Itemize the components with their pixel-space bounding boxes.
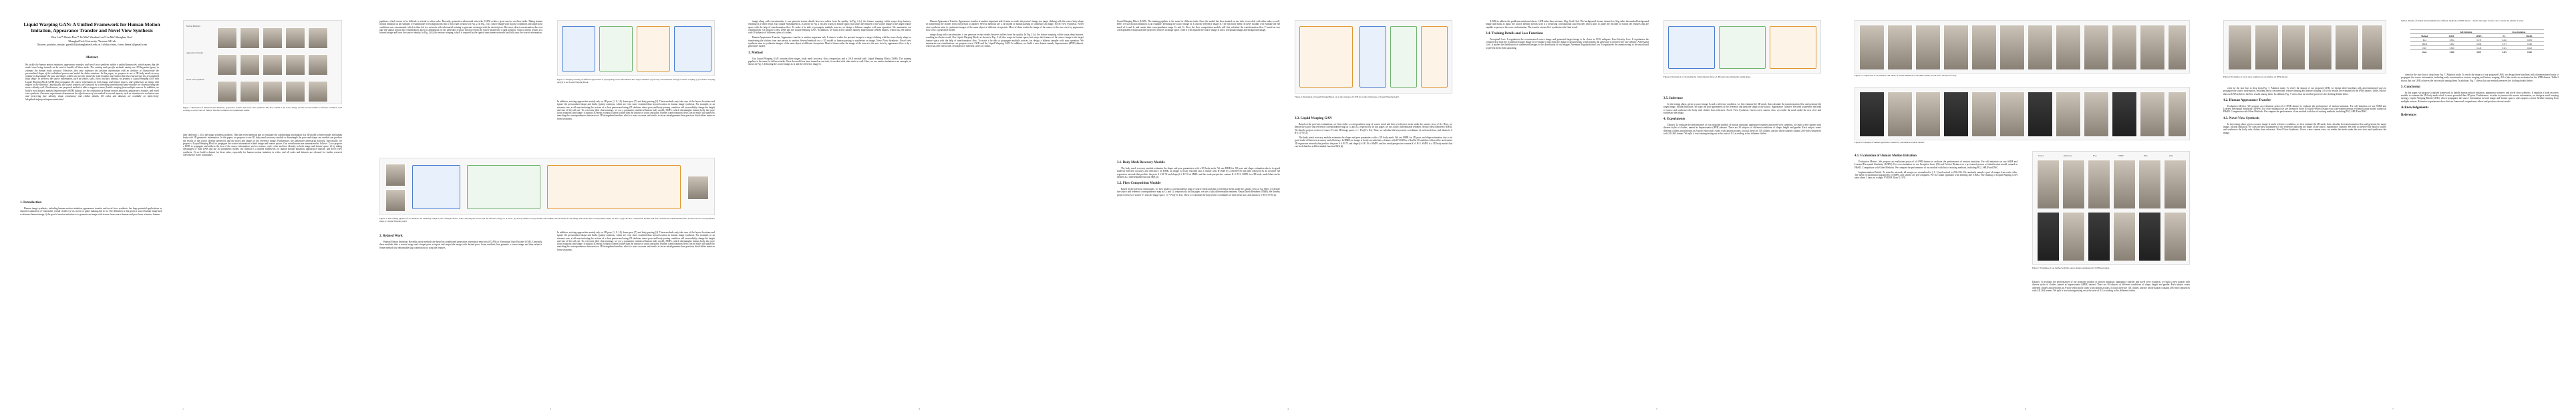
fig8-image (2028, 92, 2053, 137)
section-heading: 3. Method (748, 51, 763, 55)
fig5-image (2168, 25, 2187, 70)
fig8-image (2112, 92, 2137, 137)
table-cell: 0.135 (2465, 38, 2494, 42)
liquid-warping-gan-block (547, 165, 681, 209)
table-header: Method (2410, 34, 2439, 38)
fig8-image (2168, 92, 2187, 137)
page-4 (1104, 0, 1472, 417)
fig8-image (1999, 92, 2025, 137)
fig7-col-label: SHUP (2118, 154, 2124, 157)
fig1-row-label: Appearance Transfer (186, 51, 204, 54)
fig8-image (1887, 92, 1913, 137)
fig1-image (285, 27, 305, 49)
section-heading: 4.2. Human Appearance Transfer (2223, 98, 2271, 102)
fig1-image (263, 81, 283, 102)
table-cell: 0.566 (2515, 42, 2544, 46)
body-mesh-recovery-block (412, 165, 460, 209)
table-cell: 0.129 (2465, 46, 2494, 50)
table-cell: DSC (2410, 46, 2439, 50)
fig1-image (240, 27, 260, 49)
fig7-image (2113, 212, 2136, 261)
fig1-image (308, 81, 328, 102)
page-number: 5 (1656, 408, 1657, 410)
paragraph: (LWB) to address the problems mentioned above. LWB takes three streams: Gbg, Gsid, Gtsf. The background stream, denoted as Gbg, takes the masked background image and mask as input; the source identity stream Gsid is a denoising convolutional auto-encoder which aims to guide the encoder to extract the features that are capable to preserve the source information. The transfer stream Gtsf synthesizes the final result. (1486, 20, 1649, 29)
figure-2 (557, 20, 715, 76)
abstract-heading: Abstract (86, 56, 98, 59)
fig5-image (2056, 25, 2081, 70)
text-column (926, 20, 1084, 401)
paragraph: Based on the previous estimations, we first render a correspondence map of source mesh and that of reference mesh under the camera view of Ks. Here, we denote the source and reference correspondence map as Cs and Ct, respectively. In this paper, we use a fully differentiable renderer, Neural Mesh Renderer (NMR). We thereby project vertices of source Vs into 2D image space, vs = Proj(Vs, Ks). Then, we calculate the barycentric coordinates of each mesh face, and obtain fs ∈ R^(13776×2). (1295, 123, 1452, 134)
table-cell: 0.087 (2465, 50, 2494, 54)
page-3 (735, 0, 1104, 417)
section-heading: 3.3. Liquid Warping GAN (1295, 117, 1332, 120)
section-heading: 2. Related Work (379, 235, 403, 238)
text-column: pipelines, which seems to be difficult to extend to other tasks. Recently, generative adversarial networks (GAN) achieve great success on these tasks. Taking human motion imitation as an example, we summarize recent approaches into a flow chart as shown in Fig. 2. In Fig. 2 (a), source image with its pose conditions and target pose conditions are concatenated, which is then fed to a network with adversarial training to generate an image with the desired pose. However, direct concatenation does not take the spatial layout into consideration, and it is ambiguous for the generator to place the pixel from the source image into a right position. Thus it always results in a blurred image and loses the source identity. In Fig. 2 (b), the texture warping, which is inspired by the spatial transformer networks and fully uses the source information. (379, 20, 542, 35)
lwb-structure (1299, 26, 1353, 88)
text-column (1486, 20, 1649, 401)
fig9-image (2255, 25, 2279, 70)
author-list (20, 35, 164, 47)
affiliations: ¹ShanghaiTech University ²Tencent AI Lab (67, 39, 116, 43)
figure-7 (2032, 151, 2190, 265)
paragraph: image along with concatenation, it can generate texture details however suffers from the quality. In Fig. 2 (c), the feature warping, which warps deep features, resulting in a better result. Our Liquid Warping Block, as shown in Fig. 2 (d) also warps in feature space, but warps the features of the source image to the target feature space with the help of transformation flow. To make it be able to propagate multiple sources, we design a bilinear sampler with sum operation. We summarize our contributions: we propose a new LWB and the Liquid Warping GAN. In addition, we build a new dataset namely Impersonator (iPER) dataset, which has 206 videos with 30 subjects of different styles of clothes. (926, 33, 1084, 48)
fig2-diagram-b (599, 26, 633, 72)
intro-column (20, 198, 162, 398)
fig8-image (2084, 92, 2109, 137)
fig7-image (2164, 160, 2187, 209)
figure-4-caption: Figure 4. Illustration of Liquid Warping Block. (a) is the structure of LWB. (b) is the architecture of Liquid Warping GAN. (1295, 96, 1400, 98)
fig7-image (2088, 212, 2110, 261)
figure-8-caption: Figure 8. Examples of human appearance transfer by our method on iPER dataset. (1855, 141, 1925, 144)
fig1-row-label: Novel View Synthesis (186, 78, 204, 81)
text-column: Liquid Warping Block (LWB). The training pipeline is the same for different tasks. Once the model has been trained on one task, it can deal with other tasks as well. Here, we use motion imitation as an example. Denoting the source image as Is and the reference image Ir. The first body mesh recovery module will estimate the 3D mesh of Is and Ir, and render their correspondence maps Cs and Ct. Next, the flow composition module will first calculate the transformation flow T based on two correspondence maps and their projected vertices in image space. Then it will separate the source image Is into a foreground image and background image. (1117, 20, 1280, 31)
gsid-stream (1390, 26, 1417, 88)
page-number: 1 (182, 408, 184, 410)
figure-8 (1855, 87, 2190, 140)
text-column (748, 20, 911, 401)
gtsf-stream (1421, 26, 1448, 88)
paragraph: cient for the face loss to drop from Fig. 7. Ablation study. To verify the impact of our proposed LWB, we design three baselines with aforementioned ways to propagate the source information, including early concatenation, texture warping and feature warping. All of the results are evaluated on the iPER dataset. Table 2 shows that our LWB achieves the best results among them. In addition, Fig. 7 shows that our method preserves the clothing details better. (2401, 74, 2559, 82)
fig5-image (1971, 25, 1997, 70)
table-header: SSIM↑ (2439, 34, 2465, 38)
figure-2-caption: Figure 2. Warping stacking of different approaches of propagating source information into target condition. (a) is early concatenation and (b) is texture warping, (c) is feature warping and (d) is our Liquid Warping Block. (557, 78, 715, 84)
figure-9 (2223, 20, 2386, 74)
page-number: 2 (550, 408, 551, 410)
table-header: LPIPS↓ (2465, 34, 2494, 38)
paragraph: In the testing phase, given a source image Is and a reference condition, we first estimate the 3D mesh, then calculate the transformation flow and generate the target image. Motion Imitation. We copy the pose parameters of the reference and keep the shape of the source. Appearance Transfer. We need to preserve the head of source and synthesize the body with clothes from reference. Novel View Synthesis. Given a new camera view, we render the mesh under the new view and synthesize the image. (2223, 122, 2386, 134)
table-cell: 0.622 (2515, 46, 2544, 50)
section-heading: 4.3. Novel View Synthesis (2223, 116, 2260, 120)
paragraph: Evaluation Metrics. We propose an evaluation protocol of iPER dataset to evaluate the performance of motion imitation. For self-imitation we use SSIM and Learned Perceptual Similarity (LPIPS). For cross-imitation we use Inception Score (IS) and Fréchet Distance on a pre-trained person re-identification model, named as FReID. Comparison with Other Methods. We compare the performance of our method with that of existing methods, including PG2, SHUP and DSC. (1855, 160, 2018, 169)
source-image (385, 164, 406, 186)
gbg-stream (1359, 26, 1386, 88)
fig1-image (217, 54, 237, 76)
text-column: In addition, existing approaches mainly rely on 2D pose [1, 9, 14], dense pose [7] and body parsing [4]. These methods only take care of the layout locations and ignore the personalized shape and limbs (joints) rotations, which are even more essential than layout location in human image synthesis. For example, in an extreme case, a tall man imitating the actions of a short person and using 2D skeleton, dense pose and body parsing condition will unavoidably change the height and size of the tall one. To overcome their shortcomings, we use a parametric statistical human body model, SMPL, which disentangles human body into pose (joint rotations) and shape. It outputs 3D mesh (without clothes) rather than the layouts of joints and parts. Further, transformation flows can be easily calculated by matching the correspondences between two 3D triangulated meshes, which is more accurate and results in fewer misalignments than previous fitted affine matrices from keypoints. (557, 231, 715, 251)
fig6-motion (1668, 26, 1715, 69)
paragraph: In this paper, we propose a unified framework to handle human motion imitation, appearance transfer, and novel view synthesis. It employs a body recovery module to estimate the 3D body mesh which is more powerful than 2D pose. Furthermore, in order to preserve the source information, we design a novel warping strategy, Liquid Warping Block (LWB), which propagates the source information in both image and feature spaces, and supports a more flexible warping from multiple sources. Extensive experiments show that our framework outperforms others and produces decent results. (2401, 91, 2559, 103)
figure-3-caption: Figure 3. The training pipeline of our method. We randomly sample a pair of images from a video, denoting the source and the reference image as Is and Ir. (a) A body mesh recovery module will estimate the 3D mesh of each image and render their correspondence map, Cs and Ct. (b) The flow composition module will first calculate the transformation flow T based on two correspondence maps. (c) Liquid Warping GAN. (379, 217, 715, 223)
fig7-col-label: Reference (2064, 154, 2072, 157)
figure-6-caption: Figure 6. Illustration of calculating the transformation flows of different tasks during the testing phase. (1663, 76, 1751, 78)
table-header: Cross-Imitation (2493, 30, 2544, 34)
figure-3 (379, 158, 715, 215)
fig6-appearance (1719, 26, 1766, 69)
fig7-col-label: Source (2038, 154, 2044, 157)
table-cell: 3.242 (2493, 38, 2515, 42)
table-cell: PG2 (2410, 38, 2439, 42)
fig7-image (2138, 160, 2161, 209)
paragraph: Perceptual Loss. It regularizes the reconstructed source image and generated target image to be closer in VGG subspace. Face Identity Loss. It regularizes the cropped face from the synthesized target image to be similar to that from the image of ground truth, which pushes the generator to preserve the face identity. Adversarial Loss. It pushes the distribution of synthesized images to the distribution of real images. Attention Regularization Loss. It regularizes the attention map to be smooth and to prevent them from saturating. (1486, 37, 1649, 49)
fig9-image (2228, 25, 2252, 70)
paragraph: Dataset. To evaluate the performances of our proposed method of motion imitation, appearance transfer and novel view synthesis, we build a new dataset with diverse styles of clothes, named as Impersonator (iPER) dataset. There are 30 subjects of different conditions of shape, height and gender. Each subject wears different clothes and performs an A-pose video and a video with random actions. In total, there are 103 clothes, and the whole dataset contains 206 video sequences with 241,564 frames. We split it into training/testing set at the ratio of 8:2 according to the different clothes. (1663, 124, 1821, 136)
table-cell: 0.562 (2515, 50, 2544, 54)
fig7-image (2138, 212, 2161, 261)
page-7 (2210, 0, 2576, 417)
figure-5-caption: Figure 5. Comparison of our method with others of motion imitation on the iPER dataset (zoom-in for the best of view). (1855, 74, 1957, 77)
table-cell: 0.099 (2465, 42, 2494, 46)
paragraph: Our Liquid Warping GAN contains three stages, body mesh recovery, flow composition and a GAN module with Liquid Warping Block (LWB). The training pipeline is the same for different tasks. Once the model has been trained on one task, it can deal with other tasks as well. Here, we use motion imitation as an example, as shown in Fig. 3. Denoting the source image as Is and the reference image Ir. (748, 57, 911, 66)
intro-right-column: their skeleton [1, 2] to the image synthesis problem. Then the recent methods aim to formulate the conditioning information in a 3D model to better model the human body with 3D geometric information. In this paper, we propose to use 3D body mesh recovery module to disentangle the pose and shape; our method can produce the results of the source identity preserved, and the poses and shapes of the reference image. Furthermore, the generative adversarial network. Specifically, we propose a Liquid Warping Block to propagate the source information in both image and feature spaces. Our contributions are summarized as follows: 1) we propose a LWB to propagate and address the loss of the source information, such as texture, style, color and face identity, in both image and feature space; 2) by taking advantages of both LWB and the 3D parametric model, our method is a unified framework for human motion imitation, appearance transfer, and novel view synthesis; 3) we build a dataset for these tasks, especially for human motion imitation in video, and all codes and datasets are released for further research convenience in the community. (183, 134, 342, 157)
fig1-image (217, 81, 237, 102)
figure-6 (1663, 20, 1821, 74)
fig1-image (240, 54, 260, 76)
table-cell: 3.321 (2493, 46, 2515, 50)
table-cell: 3.419 (2493, 50, 2515, 54)
paragraph: In the testing phase, given a source image Is and a reference condition, we first estimate the 3D mesh, then calculate the transformation flow and generate the target image. Motion Imitation. We copy the pose parameters of the reference and keep the shape of the source. Appearance Transfer. We need to preserve the head of source and synthesize the body with clothes from reference. Novel View Synthesis. Given a new camera view, we render the mesh under the new view and synthesize the image. (1663, 103, 1821, 114)
emails: {liuwen, piaozhx, minjie, gaoshh}@shanghaitech.edu.cn {whluo.china, forest.linma}@gmail.com (37, 43, 147, 46)
paragraph: Human image synthesis, including human motion imitation, appearance transfer and novel view synthesis, has huge potential applications in character animation, re-enactment, virtual clothes try-on, movie or game making and so on. The definition is that given a source human image and a reference human image, i) the goal of motion imitation is to generate an image with texture from source human and pose from reference human. (20, 207, 162, 216)
fig5-image (1915, 25, 1941, 70)
table-cell: 0.854 (2439, 38, 2465, 42)
page-number: 6 (2025, 408, 2026, 410)
paragraph: Human Appearance Transfer. Appearance transfer is another important task. It aims to render the person's image in a target clothing with the source body shape or transferring the clothes from one person to another. Several methods use a 3D model or human parsing to synthesize an image. Novel View Synthesis. Novel view synthesis aims to synthesize images of the same object at different viewpoints. Most of them render the image of the source to the new view by appearance flow or by a generative model. (748, 36, 911, 48)
fig9-image (2281, 25, 2305, 70)
section-heading: 5. Conclusion (2401, 85, 2420, 89)
fig5-image (2140, 25, 2165, 70)
table-cell: 0.840 (2439, 50, 2465, 54)
fig9-image (2335, 25, 2359, 70)
figure-4 (1295, 20, 1452, 94)
fig5-image (2084, 25, 2109, 70)
fig5-image (1999, 25, 2025, 70)
section-heading: 3.4. Training Details and Loss Functions (1486, 31, 1543, 35)
reference-image (385, 189, 406, 212)
fig8-image (1915, 92, 1941, 137)
fig1-image (285, 54, 305, 76)
figure-1 (183, 20, 342, 104)
authors: Wen Liu¹* Zhixin Piao¹* Jie Min¹ Wenhan Luo² Lin Ma² Shenghua Gao¹ (51, 35, 133, 39)
fig8-image (1971, 92, 1997, 137)
text-column: Dataset. To evaluate the performances of our proposed method of motion imitation, appearance transfer and novel view synthesis, we build a new dataset with diverse styles of clothes, named as Impersonator (iPER) dataset. There are 30 subjects of different conditions of shape, height and gender. Each subject wears different clothes and performs an A-pose video and a video with random actions. In total, there are 103 clothes, and the whole dataset contains 206 video sequences with 241,564 frames. We split it into training/testing set at the ratio of 8:2 according to the different clothes. (2032, 281, 2190, 292)
table-1-caption: Table 1. Results of human motion imitation by different methods on iPER dataset. ↑ means the larger is better, and ↓ means the smaller is better. (2401, 19, 2524, 22)
table-cell: SHUP (2410, 42, 2439, 46)
abstract-text: We tackle the human motion imitation, appearance transfer, and novel view synthesis within a unified framework, which means that the model once being trained can be used to handle all these tasks. The existing task-specific methods mainly use 2D keypoints (pose) to estimate the human body structure. However, they only expresses the position information with no abilities to characterize the personalized shape of the individual person and model the limbs rotations. In this paper, we propose to use a 3D body mesh recovery module to disentangle the pose and shape, which can not only model the joint location and rotation but also characterize the personalized body shape. To preserve the source information, such as texture, style, color, and face identity, we propose a Liquid Warping GAN with Liquid Warping Block (LWB) that propagates the source information in both image and feature spaces, and synthesizes an image with respect to the reference. Specifically, the source features are extracted by a denoising convolutional auto-encoder for characterizing the source identity well. Furthermore, our proposed method is able to support a more flexible warping from multiple sources. In addition, we build a new dataset, namely Impersonator (iPER) dataset, for the evaluation of human motion imitation, appearance transfer, and novel view synthesis. Extensive experiments demonstrate the effectiveness of our method in several aspects, such as robustness in occlusion case and preserving face identity, shape consistency and clothes details. All codes and datasets are available on https://svip-lab.github.io/project/impersonator.html. (25, 63, 159, 101)
page-1 (0, 0, 366, 417)
page-number: 7 (2392, 408, 2394, 410)
section-heading: 3.1. Body Mesh Recovery Module (1117, 161, 1165, 164)
figure-7-caption: Figure 7. Examples of our method with the source images synthesized by LWB and others. (2032, 267, 2110, 269)
figure-5 (1855, 20, 2190, 74)
table-cell: 0.639 (2515, 38, 2544, 42)
fig1-image (308, 27, 328, 49)
paragraph: The body mesh recovery module estimates the shape and pose parameters with a 3D body mesh. We use HMR for 3D pose and shape estimation due to its good trade-off between accuracy and efficiency. In HMR, an image is firstly encoded into a feature with R^2048 by a ResNet-50 and then followed by an iterative 3D regression network that predicts the pose θ ∈ R^72 and shape β ∈ R^10 of SMPL and the weak-perspective camera K ∈ R^3. SMPL is a 3D body model that can be defined as a differentiable function M(θ, β). (1295, 136, 1452, 148)
inference-column (1663, 94, 1821, 401)
paragraph: Human Motion Imitation. Recently, most methods are based on conditioned generative adversarial networks (CGAN) or Variational Auto-Encoder (VAE). Generally, these methods take a source image and a target pose as inputs and output the image with desired pose. Some methods first generate a coarse image and then refine it. Some methods use deformable skip connections to warp the features. (379, 241, 542, 249)
paragraph: The body mesh recovery module estimates the shape and pose parameters with a 3D body mesh. We use HMR for 3D pose and shape estimation due to its good trade-off between accuracy and efficiency. In HMR, an image is firstly encoded into a feature with R^2048 by a ResNet-50 and then followed by an iterative 3D regression network that predicts the pose θ ∈ R^72 and shape β ∈ R^10 of SMPL and the weak-perspective camera K ∈ R^3. SMPL is a 3D body model that can be defined as a differentiable function M(θ, β). (1117, 167, 1280, 178)
table-cell: 3.371 (2493, 42, 2515, 46)
table-cell: 0.832 (2439, 42, 2465, 46)
body-mesh-column (1117, 158, 1280, 398)
fig2-diagram-a (562, 26, 595, 72)
table-cell: Ours (2410, 50, 2439, 54)
fig1-image (308, 54, 328, 76)
page-number: 3 (919, 408, 920, 410)
related-work-column (379, 231, 542, 398)
figure-1-caption: Figure 1. Illustration of human motion imitation, appearance transfer and novel view synthesis. The first column is the source image and the second column is reference condition, such as image or novel view of camera. The third column is the synthesized results. (183, 106, 342, 112)
fig7-col-label: PG2 (2093, 154, 2097, 157)
section-heading: References (2401, 114, 2417, 118)
section-heading: 1. Introduction (20, 201, 42, 204)
conclusion-column (2401, 74, 2559, 401)
page-2 (366, 0, 735, 417)
lwgan-column (1295, 114, 1452, 401)
fig1-image (285, 81, 305, 102)
fig7-image (2037, 160, 2060, 209)
table-row (2410, 50, 2544, 54)
section-heading: 3.2. Flow Composition Module (1117, 182, 1161, 186)
fig8-image (2140, 92, 2165, 137)
paragraph: cient for the face loss to drop from Fig. 7. Ablation study. To verify the impact of our proposed LWB, we design three baselines with aforementioned ways to propagate the source information, including early concatenation, texture warping and feature warping. All of the results are evaluated on the iPER dataset. Table 2 shows that our LWB achieves the best results among them. In addition, Fig. 7 shows that our method preserves the clothing details better. (2223, 87, 2386, 96)
page-5 (1472, 0, 1841, 417)
fig1-image (263, 54, 283, 76)
fig9-image (2362, 25, 2383, 70)
paragraph: Evaluation Metrics. We propose an evaluation protocol of iPER dataset to evaluate the performance of motion imitation. For self-imitation we use SSIM and Learned Perceptual Similarity (LPIPS). For cross-imitation we use Inception Score (IS) and Fréchet Distance on a pre-trained person re-identification model, named as FReID. Comparison with Other Methods. We compare the performance of our method with that of existing methods, including PG2, SHUP and DSC. (2223, 104, 2386, 114)
text-column (2223, 87, 2386, 401)
fig7-image (2037, 212, 2060, 261)
fig1-image (263, 27, 283, 49)
fig5-image (2112, 25, 2137, 70)
output-image (687, 176, 709, 200)
text-column: In addition, existing approaches mainly rely on 2D pose [1, 9, 14], dense pose [7] and body parsing [4]. These methods only take care of the layout locations and ignore the personalized shape and limbs (joints) rotations, which are even more essential than layout location in human image synthesis. For example, in an extreme case, a tall man imitating the actions of a short person and using 2D skeleton, dense pose and body parsing condition will unavoidably change the height and size of the tall one. To overcome their shortcomings, we use a parametric statistical human body model, SMPL, which disentangles human body into pose (joint rotations) and shape. It outputs 3D mesh (without clothes) rather than the layouts of joints and parts. Further, transformation flows can be easily calculated by matching the correspondences between two 3D triangulated meshes, which is more accurate and results in fewer misalignments than previous fitted affine matrices from keypoints. (557, 100, 715, 120)
table-header: Self-Imitation (2439, 30, 2494, 34)
paragraph: Implementation Details. To train the network, all images are normalized to [-1, 1] and resized to 256×256. We randomly sample a pair of images from each video. The mesh reconstruction parameters of SMPL and camera are pre-computed. We use Adam optimizer with learning rate 0.0002. The training of Liquid Warping GAN takes about 2 days on a single NVIDIA Titan X GPU. (1855, 170, 2018, 180)
paragraph: Based on the previous estimations, we first render a correspondence map of source mesh and that of reference mesh under the camera view of Ks. Here, we denote the source and reference correspondence map as Cs and Ct, respectively. In this paper, we use a fully differentiable renderer, Neural Mesh Renderer (NMR). We thereby project vertices of source Vs into 2D image space, vs = Proj(Vs, Ks). Then, we calculate the barycentric coordinates of each mesh face, and obtain fs ∈ R^(13776×2). (1117, 188, 1280, 196)
paragraph: image along with concatenation, it can generate texture details however suffers from the quality. In Fig. 2 (c), the feature warping, which warps deep features, resulting in a better result. Our Liquid Warping Block, as shown in Fig. 2 (d) also warps in feature space, but warps the features of the source image to the target feature space with the help of transformation flow. To make it be able to propagate multiple sources, we design a bilinear sampler with sum operation. We summarize our contributions: we propose a new LWB and the Liquid Warping GAN. In addition, we build a new dataset namely Impersonator (iPER) dataset, which has 206 videos with 30 subjects of different styles of clothes. (748, 20, 911, 35)
fig7-col-label: DSC (2144, 154, 2148, 157)
page-number: 4 (1287, 408, 1289, 410)
table-header: IS↑ (2493, 34, 2515, 38)
fig5-image (2028, 25, 2053, 70)
fig5-image (1859, 25, 1885, 70)
fig5-image (1887, 25, 1913, 70)
fig7-image (2088, 160, 2110, 209)
paper-title: Liquid Warping GAN: A Unified Framework for Human Motion Imitation, Appearance Transfer and Novel View Synthesis (23, 21, 160, 33)
fig1-image (217, 27, 237, 49)
figure-9-caption: Figure 9. Examples of novel view synthesis by our method on iPER dataset. (2223, 76, 2289, 78)
section-heading: Acknowledgements (2401, 106, 2429, 110)
results-table (2410, 29, 2544, 53)
fig7-image (2062, 160, 2085, 209)
fig1-image (240, 81, 260, 102)
table-header: FReID↓ (2515, 34, 2544, 38)
page-6 (1841, 0, 2210, 417)
fig1-row-label: Motion Imitation (186, 25, 200, 27)
fig5-image (1943, 25, 1969, 70)
fig8-image (1943, 92, 1969, 137)
fig8-image (2056, 92, 2081, 137)
fig8-image (1859, 92, 1885, 137)
fig2-diagram-d (674, 26, 711, 72)
fig7-image (2113, 160, 2136, 209)
section-heading: 4. Experiments (1663, 118, 1685, 122)
fig2-diagram-c (637, 26, 670, 72)
fig7-image (2062, 212, 2085, 261)
fig7-col-label: Ours (2169, 154, 2173, 157)
table-cell: 0.829 (2439, 46, 2465, 50)
fig7-image (2164, 212, 2187, 261)
section-heading: 3.5. Inference (1663, 97, 1683, 100)
experiments-column (1855, 151, 2018, 401)
section-heading: 4.1. Evaluation of Human Motion Imitation (1855, 154, 1917, 158)
fig6-novel-view (1770, 26, 1816, 69)
flow-composition-block (467, 165, 540, 209)
fig9-image (2308, 25, 2332, 70)
paragraph: Human Appearance Transfer. Appearance transfer is another important task. It aims to render the person's image in a target clothing with the source body shape or transferring the clothes from one person to another. Several methods use a 3D model or human parsing to synthesize an image. Novel View Synthesis. Novel view synthesis aims to synthesize images of the same object at different viewpoints. Most of them render the image of the source to the new view by appearance flow or by a generative model. (926, 20, 1084, 31)
